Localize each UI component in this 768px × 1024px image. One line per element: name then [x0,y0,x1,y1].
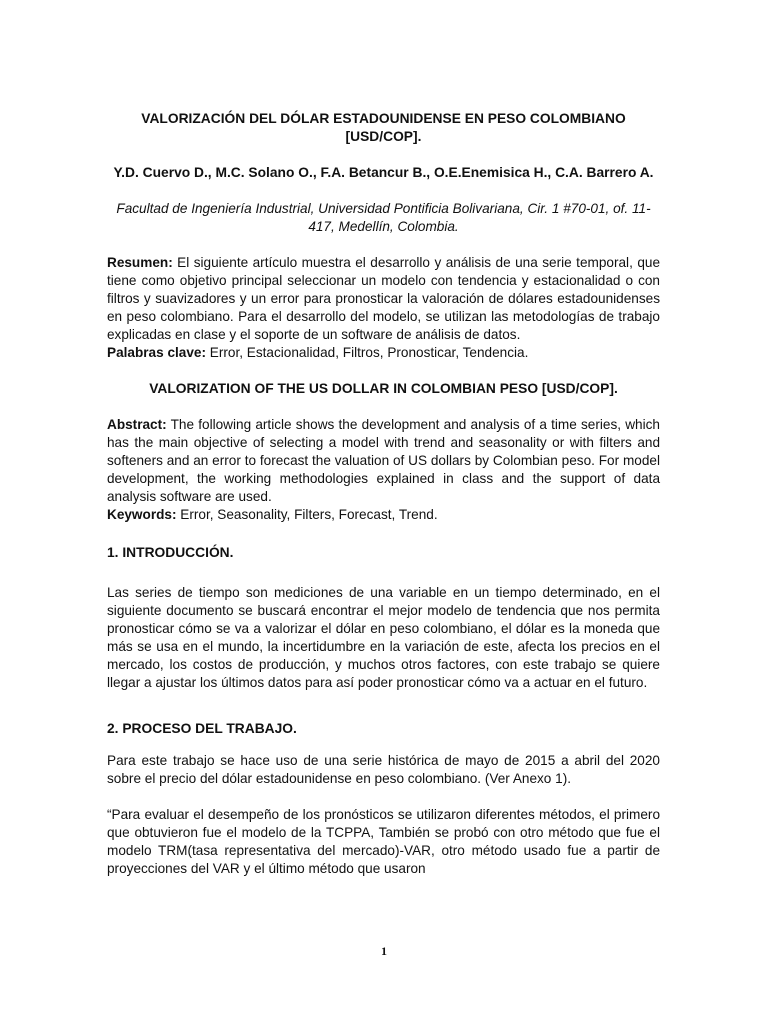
section-1-heading: 1. INTRODUCCIÓN. [107,545,234,560]
resumen-label: Resumen: [107,255,173,270]
resumen-text: El siguiente artículo muestra el desarrollo y análisis de una serie temporal, que tiene como objetivo principal seleccionar un modelo con tendencia y estacionalidad o con filtros y suavizadores y un error para pronosticar la valoración de dólares estadounidenses en peso colombiano. Para el desarrollo del modelo, se utilizan las metodologías de trabajo explicadas en clase y el soporte de un software de análisis de datos. [107,255,660,342]
keywords-label: Keywords: [107,507,177,522]
section-2-paragraph-2: “Para evaluar el desempeño de los pronósticos se utilizaron diferentes métodos, el primero que obtuvieron fue el modelo de la TCPPA, También se probó con otro método que fue el modelo TRM(tasa representativa del mercado)-VAR, otro método usado fue a partir de proyecciones del VAR y el último método que usaron [107,807,660,876]
abstract-paragraph [107,416,660,506]
abstract-label: Abstract: [107,417,167,432]
paper-affiliation: Facultad de Ingeniería Industrial, Universidad Pontificia Bolivariana, Cir. 1 #70-01, of. 11-417, Medellín, Colombia. [116,201,651,234]
palabras-clave-label: Palabras clave: [107,345,206,360]
abstract-text: The following article shows the development and analysis of a time series, which has the main objective of selecting a model with trend and seasonality or with filters and softeners and an error to forecast the valuation of US dollars by Colombian peso. For model development, the working methodologies explained in class and the support of data analysis software are used. [107,417,660,504]
page-content [107,110,660,878]
resumen-paragraph [107,254,660,344]
keywords-paragraph [107,506,660,524]
paper-title: VALORIZACIÓN DEL DÓLAR ESTADOUNIDENSE EN PESO COLOMBIANO [USD/COP]. [141,111,626,144]
palabras-clave-text: Error, Estacionalidad, Filtros, Pronosticar, Tendencia. [206,345,529,360]
section-2-heading: 2. PROCESO DEL TRABAJO. [107,721,297,736]
paper-authors: Y.D. Cuervo D., M.C. Solano O., F.A. Betancur B., O.E.Enemisica H., C.A. Barrero A. [113,165,654,180]
keywords-text: Error, Seasonality, Filters, Forecast, Trend. [176,507,438,522]
section-1-text: Las series de tiempo son mediciones de una variable en un tiempo determinado, en el siguiente documento se buscará encontrar el mejor modelo de tendencia que nos permita pronosticar cómo se va a valorizar el dólar en peso colombiano, el dólar es la moneda que más se usa en el mundo, la incertidumbre en la variación de este, afecta los precios en el mercado, los costos de producción, y muchos otros factores, con este trabajo se quiere llegar a ajustar los últimos datos para así poder pronosticar cómo va a actuar en el futuro. [107,585,660,690]
palabras-clave-paragraph [107,344,660,362]
page-number: 1 [381,944,387,958]
section-2-paragraph-1: Para este trabajo se hace uso de una serie histórica de mayo de 2015 a abril del 2020 sobre el precio del dólar estadounidense en peso colombiano. (Ver Anexo 1). [107,753,660,786]
english-title: VALORIZATION OF THE US DOLLAR IN COLOMBIAN PESO [USD/COP]. [149,381,618,396]
